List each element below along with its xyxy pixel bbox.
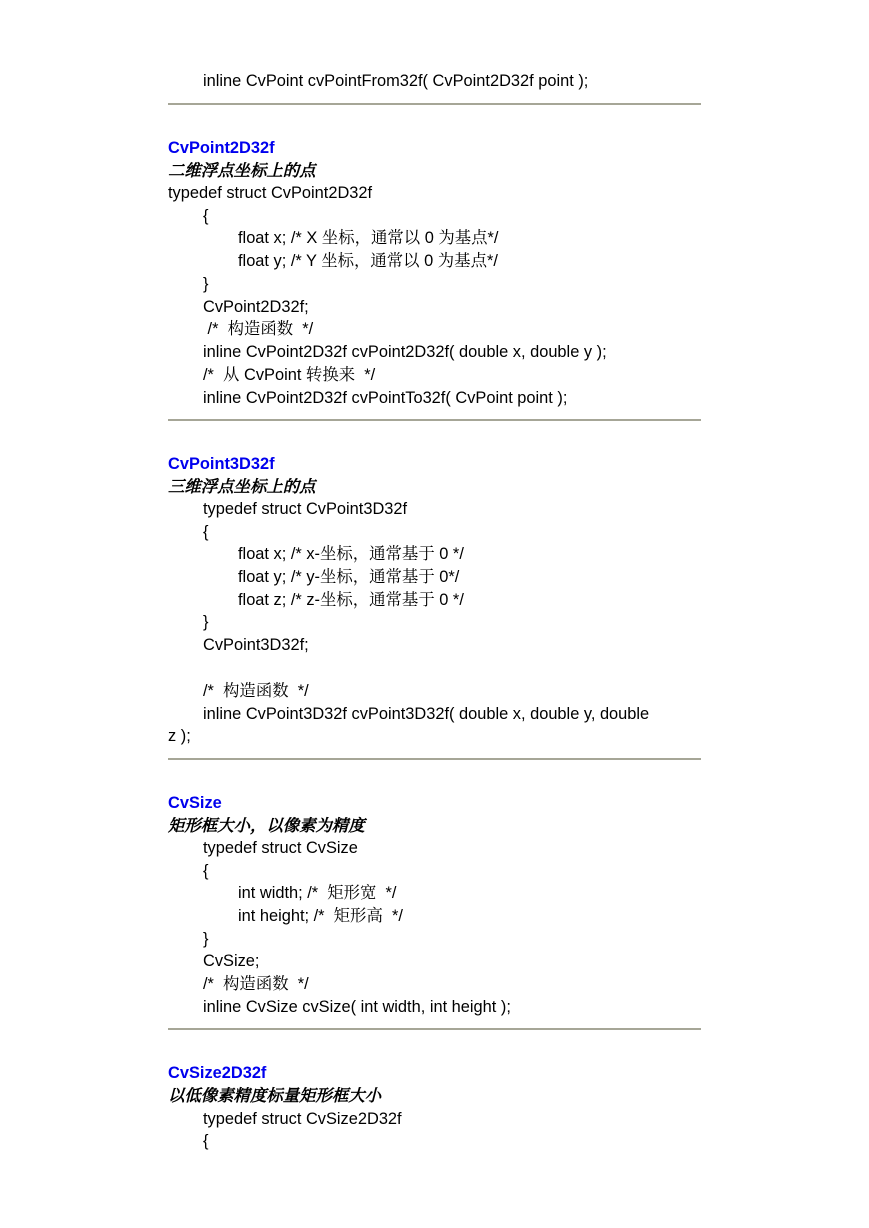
code-line: float y; /* Y 坐标，通常以 0 为基点*/ <box>238 252 498 270</box>
code-line: { <box>203 207 209 225</box>
code-line: CvSize; <box>203 952 260 970</box>
section-subtitle: 二维浮点坐标上的点 <box>168 162 316 180</box>
code-line: CvPoint3D32f; <box>203 636 309 654</box>
section-divider <box>168 103 701 105</box>
code-line: float z; /* z-坐标，通常基于 0 */ <box>238 591 464 609</box>
section-subtitle: 三维浮点坐标上的点 <box>168 478 316 496</box>
code-line: inline CvPoint3D32f cvPoint3D32f( double x, double y, double <box>203 705 650 723</box>
section-divider <box>168 758 701 760</box>
code-line: } <box>203 275 209 293</box>
code-line: float x; /* x-坐标，通常基于 0 */ <box>238 545 464 563</box>
code-line: { <box>203 1132 209 1150</box>
section-heading: CvPoint3D32f <box>168 455 275 473</box>
code-line: typedef struct CvPoint2D32f <box>168 184 373 202</box>
code-line: float x; /* X 坐标，通常以 0 为基点*/ <box>238 229 499 247</box>
code-line: /* 构造函数 */ <box>203 320 314 338</box>
section-heading: CvSize2D32f <box>168 1064 267 1082</box>
code-line: /* 构造函数 */ <box>203 682 309 700</box>
code-line: /* 从 CvPoint 转换来 */ <box>203 366 376 384</box>
code-line: { <box>203 523 209 541</box>
section-subtitle: 矩形框大小，以像素为精度 <box>168 817 365 835</box>
code-line: inline CvPoint2D32f cvPointTo32f( CvPoint point ); <box>203 389 568 407</box>
code-line: float y; /* y-坐标，通常基于 0*/ <box>238 568 460 586</box>
code-line: typedef struct CvSize2D32f <box>203 1110 402 1128</box>
code-line: } <box>203 613 209 631</box>
code-line: inline CvPoint2D32f cvPoint2D32f( double x, double y ); <box>203 343 607 361</box>
code-line: int width; /* 矩形宽 */ <box>238 884 397 902</box>
code-line: { <box>203 862 209 880</box>
section-divider <box>168 1028 701 1030</box>
code-line: CvPoint2D32f; <box>203 298 309 316</box>
code-line: inline CvSize cvSize( int width, int height ); <box>203 998 511 1016</box>
section-divider <box>168 419 701 421</box>
code-line: z ); <box>168 727 191 745</box>
code-line: int height; /* 矩形高 */ <box>238 907 403 925</box>
section-heading: CvPoint2D32f <box>168 139 275 157</box>
code-line: typedef struct CvPoint3D32f <box>203 500 408 518</box>
code-line: typedef struct CvSize <box>203 839 358 857</box>
code-line: inline CvPoint cvPointFrom32f( CvPoint2D32f point ); <box>203 72 589 90</box>
code-line: } <box>203 930 209 948</box>
section-subtitle: 以低像素精度标量矩形框大小 <box>168 1087 382 1105</box>
section-heading: CvSize <box>168 794 222 812</box>
code-line: /* 构造函数 */ <box>203 975 309 993</box>
